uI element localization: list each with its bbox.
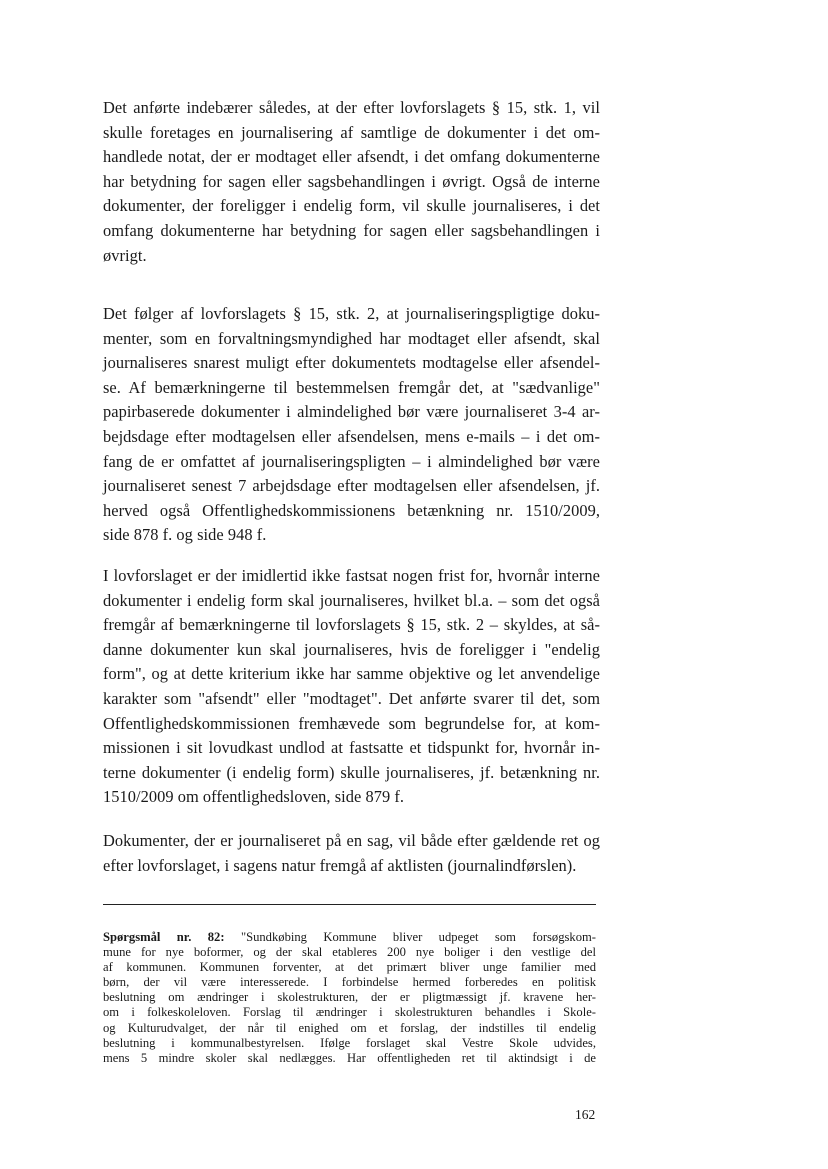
text-line: menter, som en forvaltningsmyndighed har modtaget eller afsendt, skal	[103, 328, 600, 348]
text-line: Det følger af lovforslagets § 15, stk. 2, at journaliseringspligtige doku-	[103, 304, 600, 323]
footnote-line: mens 5 mindre skoler skal nedlægges. Har offentligheden ret til aktindsigt i de	[103, 1050, 596, 1065]
text-line: 1510/2009 om offentlighedsloven, side 879 f.	[103, 787, 404, 807]
text-line: terne dokumenter (i endelig form) skulle journaliseres, jf. betænkning nr.	[103, 762, 600, 782]
text-line: fremgår af bemærkningerne til lovforslagets § 15, stk. 2 – skyldes, at så-	[103, 615, 600, 635]
text-line: øvrigt.	[103, 245, 147, 265]
text-line: se. Af bemærkningerne til bestemmelsen fremgår det, at "sædvanlige"	[103, 377, 600, 397]
page-number: 162	[575, 1107, 596, 1122]
paragraph-interne-dokumenter	[103, 564, 600, 810]
text-line: handlede notat, der er modtaget eller afsendt, i det omfang dokumenterne	[103, 147, 600, 167]
text-line: journaliseret senest 7 arbejdsdage efter modtagelsen eller afsendelsen, jf.	[103, 476, 600, 496]
footnote-line: børn, der vil være interesserede. I forbindelse hermed forberedes en politisk	[103, 975, 596, 990]
text-line: Dokumenter, der er journaliseret på en sag, vil både efter gældende ret og	[103, 831, 600, 850]
footnote-separator	[103, 904, 596, 905]
text-line: I lovforslaget er der imidlertid ikke fastsat nogen frist for, hvornår interne	[103, 566, 600, 585]
paragraph-journalisering	[103, 96, 600, 268]
text-line: dokumenter i endelig form skal journaliseres, hvilket bl.a. – som det også	[103, 590, 600, 610]
text-line: danne dokumenter kun skal journaliseres, hvis de foreligger i "endelig	[103, 639, 600, 659]
text-line: skulle foretages en journalisering af samtlige de dokumenter i det om-	[103, 122, 600, 142]
text-line: Det anførte indebærer således, at der efter lovforslagets § 15, stk. 1, vil	[103, 98, 600, 117]
footnote-line: om i folkeskoleloven. Forslag til ændringer i skolestrukturen behandles i Skole-	[103, 1005, 596, 1020]
text-line: har betydning for sagen eller sagsbehandlingen i øvrigt. Også de interne	[103, 171, 600, 191]
text-line: bejdsdage efter modtagelsen eller afsendelsen, mens e-mails – i det om-	[103, 426, 600, 446]
text-line: form", og at dette kriterium ikke har samme objektive og let anvendelige	[103, 664, 600, 684]
footnote-line: af kommunen. Kommunen forventer, at det primært bliver unge familier med	[103, 960, 596, 975]
text-line: papirbaserede dokumenter i almindelighed bør være journaliseret 3-4 ar-	[103, 402, 600, 422]
footnote-first-line	[103, 930, 596, 945]
footnote-label: Spørgsmål nr. 82:	[103, 930, 225, 944]
text-line: missionen i sit lovudkast undlod at fastsatte et tidspunkt for, hvornår in-	[103, 738, 600, 758]
text-line: karakter som "afsendt" eller "modtaget". Det anførte svarer til det, som	[103, 688, 600, 708]
footnote-line: mune for nye boformer, og der skal etableres 200 nye boliger i den vestlige del	[103, 945, 596, 960]
paragraph-frister	[103, 302, 600, 548]
footnote-line: beslutning i kommunalbestyrelsen. Ifølge forslaget skal Vestre Skole udvides,	[103, 1035, 596, 1050]
footnote-line: og Kulturudvalget, der når til enighed om et forslag, der indstilles til endelig	[103, 1020, 596, 1035]
text-line: journaliseres snarest muligt efter dokumentets modtagelse eller afsendel-	[103, 353, 600, 373]
text-line: omfang dokumenterne har betydning for sagen eller sagsbehandlingen i	[103, 220, 600, 240]
footnote-question	[103, 930, 596, 1066]
footnote-line: beslutning om ændringer i skolestrukturen, der er pligtmæssigt jf. kravene her-	[103, 990, 596, 1005]
footnote-first-line-text: "Sundkøbing Kommune bliver udpeget som forsøgskom-	[224, 930, 596, 944]
text-line: herved også Offentlighedskommissionens betænkning nr. 1510/2009,	[103, 500, 600, 520]
text-line: Offentlighedskommissionen fremhævede som begrundelse for, at kom-	[103, 713, 600, 733]
text-line: fang de er omfattet af journaliseringspligten – i almindelighed bør være	[103, 451, 600, 471]
text-line: side 878 f. og side 948 f.	[103, 525, 267, 545]
text-line: efter lovforslaget, i sagens natur fremgå af aktlisten (journalindførslen).	[103, 855, 577, 875]
text-line: dokumenter, der foreligger i endelig form, vil skulle journaliseres, i det	[103, 196, 600, 216]
paragraph-aktliste	[103, 829, 600, 878]
